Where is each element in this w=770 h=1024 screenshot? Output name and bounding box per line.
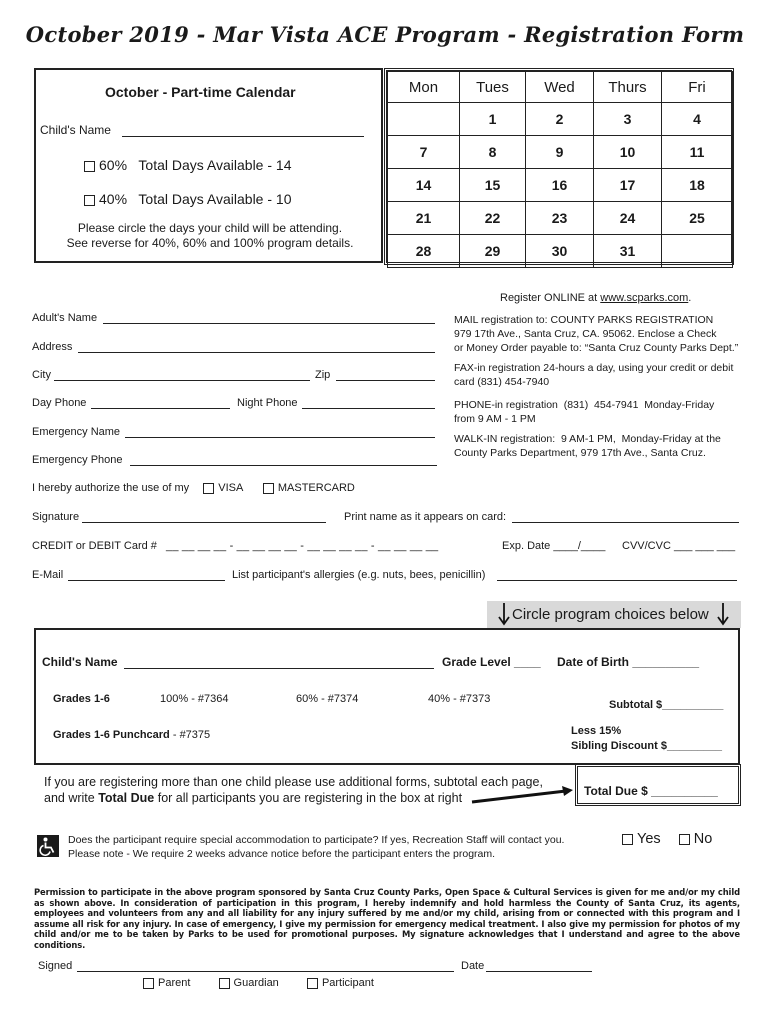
program-banner-text: Circle program choices below: [512, 606, 709, 623]
mail-line-3: or Money Order payable to: “Santa Cruz County Parks Dept.”: [454, 342, 739, 354]
yes-checkbox[interactable]: [622, 834, 633, 845]
fax-line-1: FAX-in registration 24-hours a day, using your credit or debit: [454, 362, 734, 374]
page-title: October 2019 - Mar Vista ACE Program - Registration Form: [25, 22, 745, 47]
calendar-day[interactable]: 29: [460, 235, 526, 268]
zip-label: Zip: [315, 369, 331, 381]
multi-child-text-a: and write: [44, 791, 95, 805]
visa-checkbox[interactable]: [203, 483, 214, 494]
authorize-label: I hereby authorize the use of my: [32, 482, 190, 494]
register-online-link[interactable]: www.scparks.com: [600, 292, 689, 304]
day-header: Thurs: [594, 72, 662, 103]
multi-child-text-c: for all participants you are registering in the box at right: [157, 791, 463, 805]
guardian-label: Guardian: [233, 977, 279, 989]
register-online-text: Register ONLINE at: [500, 292, 598, 304]
arrow-down-icon: [497, 601, 511, 627]
calendar-day[interactable]: 1: [460, 103, 526, 136]
parent-checkbox[interactable]: [143, 978, 154, 989]
calendar-day[interactable]: 9: [526, 136, 594, 169]
phone-line-1: PHONE-in registration (831) 454-7941 Monday-Friday: [454, 399, 715, 411]
day-header: Tues: [460, 72, 526, 103]
option-40-checkbox[interactable]: [84, 195, 95, 206]
program-child-name-label: Child's Name: [42, 655, 118, 669]
calendar-day[interactable]: 7: [388, 136, 460, 169]
multi-child-note-1: If you are registering more than one child please use additional forms, subtotal each page,: [44, 775, 543, 789]
walkin-line-1: WALK-IN registration: 9 AM-1 PM, Monday-Friday at the: [454, 433, 721, 445]
city-label: City: [32, 369, 51, 381]
calendar-day[interactable]: 3: [594, 103, 662, 136]
day-header: Mon: [388, 72, 460, 103]
permission-text: Permission to participate in the above program sponsored by Santa Cruz County Parks, Open Space & Cultural Services is given for me and/or my child as shown above. In consideration of participation in this program, I hereby indemnify and hold harmless the County of Santa Cruz, its agents, employees and volunteers from any and all liability for any injury suffered by me and/or my child, arising from or connected with this program and I assume all risk for any injury. In case of emergency, I give my permission for emergency medical treatment. I also give my permission for photos of my child and/or me to be taken by Parks to be used for promotional purposes. My signature acknowledges that I understand and agree to the above conditions.: [34, 887, 740, 950]
subtotal-field[interactable]: Subtotal $__________: [609, 699, 724, 711]
calendar-day[interactable]: 24: [594, 202, 662, 235]
sibling-discount-field[interactable]: Sibling Discount $_________: [571, 740, 723, 752]
day-phone-field[interactable]: [91, 408, 230, 409]
punchcard-label: Grades 1-6 Punchcard: [53, 729, 170, 741]
email-field[interactable]: [68, 580, 225, 581]
child-name-field[interactable]: [122, 136, 364, 137]
date-label: Date: [461, 960, 485, 972]
day-header: Wed: [526, 72, 594, 103]
arrow-right-icon: [470, 785, 576, 807]
allergies-field[interactable]: [497, 580, 737, 581]
exp-date-field[interactable]: Exp. Date ____/____: [502, 540, 606, 552]
calendar-day[interactable]: 4: [662, 103, 733, 136]
option-60-label: 60% Total Days Available - 14: [99, 157, 292, 173]
signature-label: Signature: [32, 511, 80, 523]
multi-child-text-b: Total Due: [98, 791, 155, 805]
calendar-grid: [387, 71, 733, 268]
mail-line-1: MAIL registration to: COUNTY PARKS REGISTRATION: [454, 314, 714, 326]
signature-field[interactable]: [82, 522, 326, 523]
adult-name-label: Adult's Name: [32, 312, 98, 324]
calendar-day[interactable]: 28: [388, 235, 460, 268]
calendar-day[interactable]: 18: [662, 169, 733, 202]
mastercard-label: MASTERCARD: [277, 482, 355, 494]
adult-name-field[interactable]: [103, 323, 435, 324]
calendar-day[interactable]: 14: [388, 169, 460, 202]
punchcard-code: - #7375: [172, 729, 211, 741]
mastercard-checkbox[interactable]: [263, 483, 274, 494]
calendar-note-1: Please circle the days your child will be attending.: [77, 221, 343, 235]
calendar-heading: October - Part-time Calendar: [105, 84, 296, 100]
calendar-day[interactable]: 8: [460, 136, 526, 169]
phone-line-2: from 9 AM - 1 PM: [454, 413, 536, 425]
dob-field[interactable]: Date of Birth __________: [557, 655, 700, 669]
calendar-day[interactable]: 17: [594, 169, 662, 202]
emergency-name-label: Emergency Name: [32, 426, 121, 438]
walkin-line-2: County Parks Department, 979 17th Ave., Santa Cruz.: [454, 447, 706, 459]
arrow-down-icon: [716, 601, 730, 627]
accommodation-question: Does the participant require special accommodation to participate? If yes, Recreation Staff will contact you.: [68, 834, 565, 846]
calendar-day[interactable]: 22: [460, 202, 526, 235]
no-checkbox[interactable]: [679, 834, 690, 845]
zip-field[interactable]: [336, 380, 435, 381]
role-options: [143, 977, 374, 989]
participant-checkbox[interactable]: [307, 978, 318, 989]
option-60-checkbox[interactable]: [84, 161, 95, 172]
mail-line-2: 979 17th Ave., Santa Cruz, CA. 95062. Enclose a Check: [454, 328, 717, 340]
signed-label: Signed: [38, 960, 73, 972]
registration-info: [454, 313, 754, 460]
calendar-day[interactable]: 31: [594, 235, 662, 268]
authorize-line: [32, 482, 355, 494]
program-child-name-field[interactable]: [124, 668, 434, 669]
calendar-day[interactable]: 25: [662, 202, 733, 235]
yes-label: Yes: [637, 831, 661, 847]
total-due-field[interactable]: Total Due $ __________: [584, 784, 718, 798]
register-online-line: [500, 292, 691, 304]
calendar-day[interactable]: 21: [388, 202, 460, 235]
signed-field[interactable]: [77, 971, 454, 972]
address-field[interactable]: [78, 352, 435, 353]
card-number-label: CREDIT or DEBIT Card #: [32, 540, 157, 552]
night-phone-label: Night Phone: [237, 397, 298, 409]
emergency-phone-field[interactable]: [130, 465, 437, 466]
date-field[interactable]: [486, 971, 592, 972]
calendar-day[interactable]: 10: [594, 136, 662, 169]
calendar-day[interactable]: 23: [526, 202, 594, 235]
cvv-field[interactable]: CVV/CVC ___ ___ ___: [622, 540, 736, 552]
visa-label: VISA: [218, 482, 243, 494]
print-name-label: Print name as it appears on card:: [344, 511, 507, 523]
calendar-note-2: See reverse for 40%, 60% and 100% program details.: [66, 236, 354, 250]
wheelchair-icon: [37, 835, 59, 857]
card-number-field[interactable]: __ __ __ __ - __ __ __ __ - __ __ __ __ - __ __ __ __: [166, 540, 439, 552]
less-15-label: Less 15%: [571, 725, 622, 737]
email-label: E-Mail: [32, 569, 64, 581]
day-phone-label: Day Phone: [32, 397, 87, 409]
child-name-label: Child's Name: [40, 123, 111, 137]
city-field[interactable]: [54, 380, 310, 381]
address-label: Address: [32, 341, 73, 353]
guardian-checkbox[interactable]: [219, 978, 230, 989]
calendar-day[interactable]: 30: [526, 235, 594, 268]
no-label: No: [693, 831, 713, 847]
multi-child-note-2: [44, 791, 462, 805]
option-100-choice[interactable]: 100% - #7364: [160, 693, 229, 705]
night-phone-field[interactable]: [302, 408, 435, 409]
punchcard-line[interactable]: [53, 729, 210, 741]
day-header: Fri: [662, 72, 733, 103]
option-40-label: 40% Total Days Available - 10: [99, 191, 292, 207]
accommodation-options: [622, 831, 712, 847]
parent-label: Parent: [158, 977, 191, 989]
calendar-day[interactable]: [662, 235, 733, 268]
calendar-day[interactable]: 11: [662, 136, 733, 169]
calendar-day[interactable]: [388, 103, 460, 136]
grade-level-field[interactable]: Grade Level ____: [442, 655, 541, 669]
option-60-choice[interactable]: 60% - #7374: [296, 693, 359, 705]
option-40-choice[interactable]: 40% - #7373: [428, 693, 491, 705]
calendar-day[interactable]: 2: [526, 103, 594, 136]
emergency-name-field[interactable]: [125, 437, 435, 438]
calendar-day[interactable]: 16: [526, 169, 594, 202]
grades-label: Grades 1-6: [53, 693, 110, 705]
fax-line-2: card (831) 454-7940: [454, 376, 550, 388]
participant-label: Participant: [321, 977, 374, 989]
print-name-field[interactable]: [512, 522, 739, 523]
emergency-phone-label: Emergency Phone: [32, 454, 123, 466]
calendar-day[interactable]: 15: [460, 169, 526, 202]
register-online-end: .: [688, 292, 692, 304]
allergies-label: List participant's allergies (e.g. nuts, bees, penicillin): [232, 569, 486, 581]
accommodation-note: Please note - We require 2 weeks advance notice before the participant enters the program.: [68, 848, 496, 860]
